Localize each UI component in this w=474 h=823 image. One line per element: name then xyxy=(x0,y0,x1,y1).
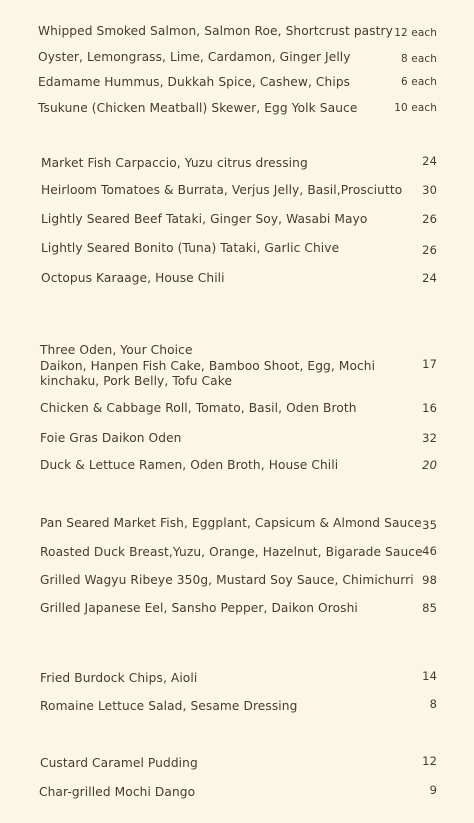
item-price: 14 xyxy=(422,669,437,683)
item-price: 26 xyxy=(422,243,437,257)
item-name: Duck & Lettuce Ramen, Oden Broth, House Chili xyxy=(40,458,339,472)
item-price: 9 xyxy=(429,783,437,797)
item-description: Daikon, Hanpen Fish Cake, Bamboo Shoot, Egg, Mochi xyxy=(40,359,376,373)
item-name: Octopus Karaage, House Chili xyxy=(41,271,225,285)
item-name: Char-grilled Mochi Dango xyxy=(39,785,196,799)
item-name: Lightly Seared Bonito (Tuna) Tataki, Garlic Chive xyxy=(41,241,340,255)
item-name: Oyster, Lemongrass, Lime, Cardamon, Ginger Jelly xyxy=(38,50,351,64)
item-price: 17 xyxy=(422,357,437,371)
item-name: Chicken & Cabbage Roll, Tomato, Basil, Oden Broth xyxy=(40,401,357,415)
item-name: Three Oden, Your Choice xyxy=(40,343,193,357)
item-price: 12 xyxy=(422,754,437,768)
item-name: Fried Burdock Chips, Aioli xyxy=(40,671,198,685)
item-name: Edamame Hummus, Dukkah Spice, Cashew, Chips xyxy=(38,75,351,89)
item-name: Custard Caramel Pudding xyxy=(40,756,198,770)
item-name: Market Fish Carpaccio, Yuzu citrus dressing xyxy=(41,156,308,170)
item-name: Lightly Seared Beef Tataki, Ginger Soy, Wasabi Mayo xyxy=(41,212,368,226)
item-price: 30 xyxy=(422,183,437,197)
item-name: Pan Seared Market Fish, Eggplant, Capsicum & Almond Sauce xyxy=(40,516,422,530)
item-name: Grilled Wagyu Ribeye 350g, Mustard Soy Sauce, Chimichurri xyxy=(40,573,414,587)
item-price: 8 xyxy=(429,697,437,711)
item-price: 16 xyxy=(422,401,437,415)
item-description: kinchaku, Pork Belly, Tofu Cake xyxy=(40,374,233,388)
item-name: Grilled Japanese Eel, Sansho Pepper, Daikon Oroshi xyxy=(40,601,358,615)
item-price: 35 xyxy=(422,518,437,532)
item-name: Whipped Smoked Salmon, Salmon Roe, Shortcrust pastry xyxy=(38,24,393,38)
item-name: Roasted Duck Breast,Yuzu, Orange, Hazelnut, Bigarade Sauce xyxy=(40,545,423,559)
item-price: 20 xyxy=(422,458,437,472)
item-name: Romaine Lettuce Salad, Sesame Dressing xyxy=(40,699,298,713)
item-name: Foie Gras Daikon Oden xyxy=(40,431,182,445)
item-price: 24 xyxy=(422,271,437,285)
item-price: 32 xyxy=(422,431,437,445)
item-price: 24 xyxy=(422,154,437,168)
item-price: 6 each xyxy=(401,76,437,88)
item-price: 85 xyxy=(422,601,437,615)
item-price: 8 each xyxy=(401,53,437,65)
item-price: 26 xyxy=(422,212,437,226)
item-name: Heirloom Tomatoes & Burrata, Verjus Jelly, Basil,Prosciutto xyxy=(41,183,403,197)
item-price: 12 each xyxy=(394,27,437,39)
item-name: Tsukune (Chicken Meatball) Skewer, Egg Yolk Sauce xyxy=(38,101,358,115)
item-price: 10 each xyxy=(394,102,437,114)
item-price: 98 xyxy=(422,573,437,587)
item-price: 46 xyxy=(422,544,437,558)
